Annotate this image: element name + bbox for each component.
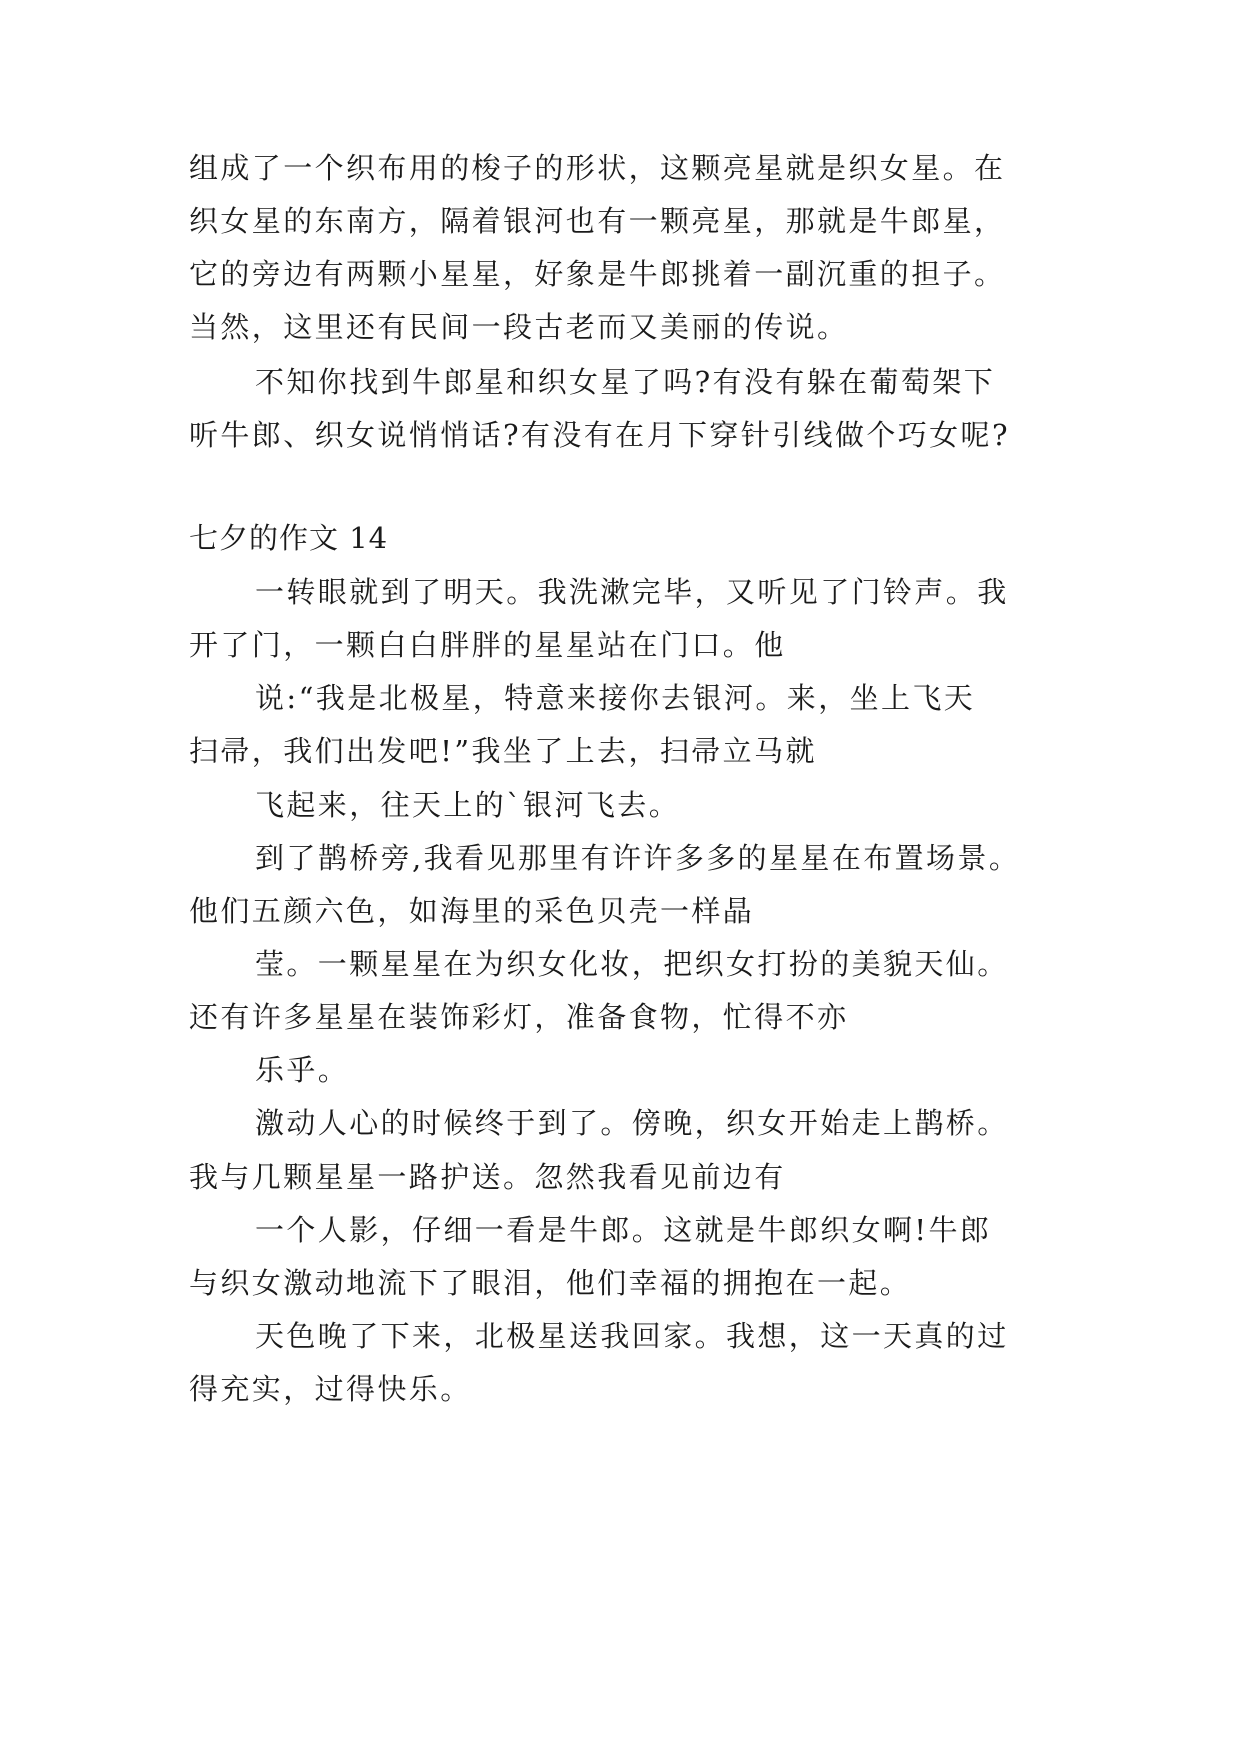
text-line: 天色晚了下来，北极星送我回家。我想，这一天真的过 [255,1319,1009,1353]
text-line: 还有许多星星在装饰彩灯，准备食物，忙得不亦 [189,1000,849,1034]
text-line: 扫帚，我们出发吧!”我坐了上去，扫帚立马就 [189,734,817,768]
text-line: 飞起来，往天上的`银河飞去。 [255,788,681,822]
text-line: 我与几颗星星一路护送。忽然我看见前边有 [189,1160,786,1194]
text-line: 一个人影，仔细一看是牛郎。这就是牛郎织女啊!牛郎 [255,1213,992,1247]
text-line: 当然，这里还有民间一段古老而又美丽的传说。 [189,310,849,344]
text-line: 织女星的东南方，隔着银河也有一颗亮星，那就是牛郎星， [189,204,1006,238]
text-line: 到了鹊桥旁,我看见那里有许许多多的星星在布置场景。 [255,841,1021,875]
text-line: 一转眼就到了明天。我洗漱完毕，又听见了门铃声。我 [255,575,1009,609]
text-line: 激动人心的时候终于到了。傍晚，织女开始走上鹊桥。 [255,1106,1009,1140]
text-line: 听牛郎、织女说悄悄话?有没有在月下穿针引线做个巧女呢? [189,418,1010,452]
text-line: 说:“我是北极星，特意来接你去银河。来，坐上飞天 [255,681,976,715]
text-line: 他们五颜六色，如海里的采色贝壳一样晶 [189,894,755,928]
text-line: 开了门，一颗白白胖胖的星星站在门口。他 [189,628,786,662]
text-line: 它的旁边有两颗小星星，好象是牛郎挑着一副沉重的担子。 [189,257,1006,291]
essay-title: 七夕的作文 14 [189,521,389,555]
text-line: 莹。一颗星星在为织女化妆，把织女打扮的美貌天仙。 [255,947,1009,981]
text-line: 与织女激动地流下了眼泪，他们幸福的拥抱在一起。 [189,1266,912,1300]
text-line: 不知你找到牛郎星和织女星了吗?有没有躲在葡萄架下 [255,365,996,399]
text-line: 乐乎。 [255,1053,350,1087]
text-line: 组成了一个织布用的梭子的形状，这颗亮星就是织女星。在 [189,151,1006,185]
text-line: 得充实，过得快乐。 [189,1372,472,1406]
